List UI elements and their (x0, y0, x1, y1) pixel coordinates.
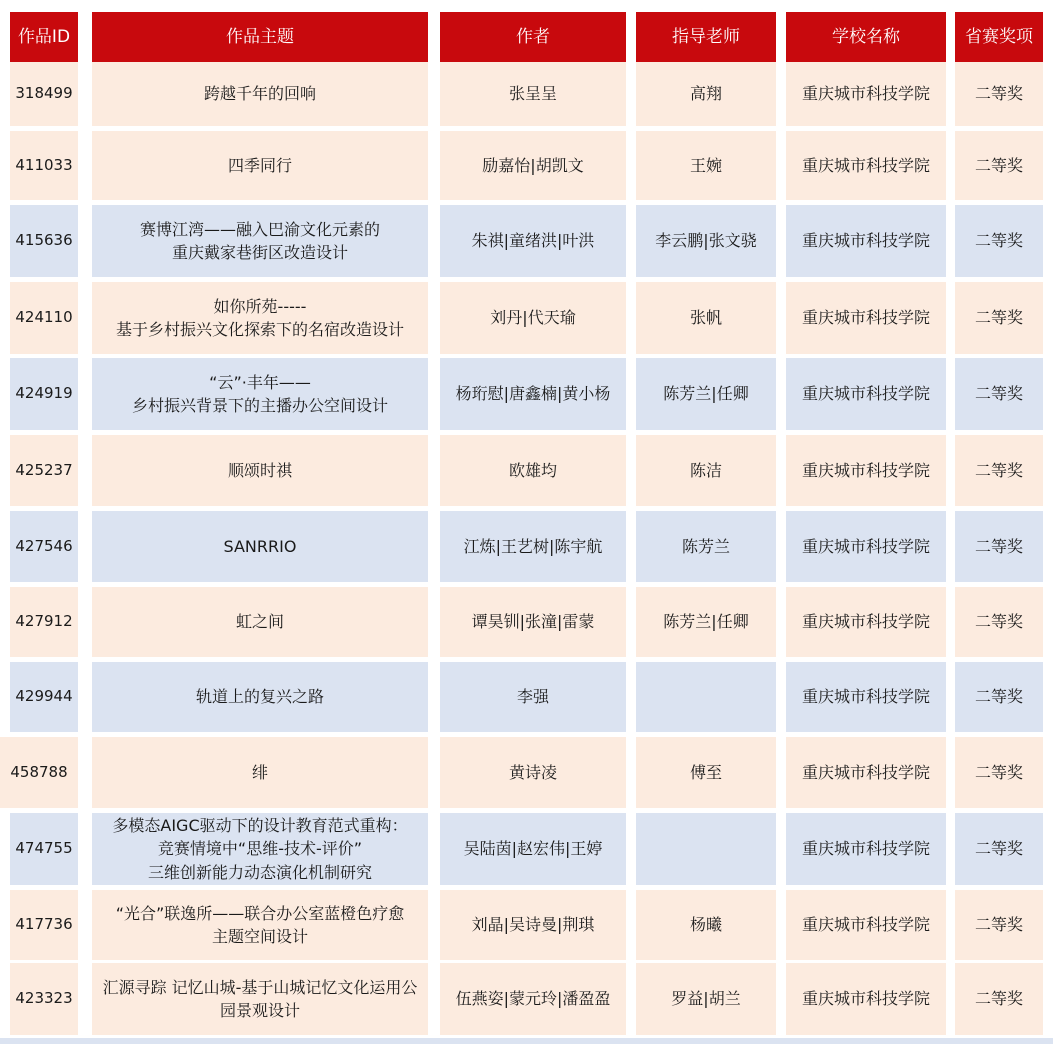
cell-school: 重庆城市科技学院 (786, 662, 946, 732)
cell-title: 多模态AIGC驱动下的设计教育范式重构： 竞赛情境中“思维-技术-评价” 三维创新能力动态演化机制研究 (92, 813, 428, 885)
next-row-edge (0, 1038, 1053, 1044)
cell-school: 重庆城市科技学院 (786, 62, 946, 126)
cell-advisor (636, 662, 776, 732)
cell-advisor (636, 813, 776, 885)
cell-advisor: 陈洁 (636, 435, 776, 506)
cell-school: 重庆城市科技学院 (786, 963, 946, 1035)
cell-authors: 谭昊钏|张潼|雷蒙 (440, 587, 626, 657)
cell-id: 411033 (10, 131, 78, 200)
cell-title: “光合”联逸所——联合办公室蓝橙色疗愈 主题空间设计 (92, 890, 428, 960)
cell-school: 重庆城市科技学院 (786, 205, 946, 277)
cell-school: 重庆城市科技学院 (786, 358, 946, 430)
cell-id: 417736 (10, 890, 78, 960)
cell-authors: 黄诗凌 (440, 737, 626, 808)
cell-school: 重庆城市科技学院 (786, 435, 946, 506)
header-title: 作品主题 (92, 12, 428, 62)
cell-advisor: 傅至 (636, 737, 776, 808)
cell-title: 如你所苑----- 基于乡村振兴文化探索下的名宿改造设计 (92, 282, 428, 354)
cell-school: 重庆城市科技学院 (786, 282, 946, 354)
cell-school: 重庆城市科技学院 (786, 890, 946, 960)
cell-id: 424110 (10, 282, 78, 354)
cell-id: 427912 (10, 587, 78, 657)
cell-award: 二等奖 (955, 511, 1043, 582)
cell-award: 二等奖 (955, 587, 1043, 657)
cell-school: 重庆城市科技学院 (786, 131, 946, 200)
cell-authors: 刘丹|代天瑜 (440, 282, 626, 354)
cell-award: 二等奖 (955, 282, 1043, 354)
cell-advisor: 陈芳兰 (636, 511, 776, 582)
cell-award: 二等奖 (955, 662, 1043, 732)
cell-advisor: 罗益|胡兰 (636, 963, 776, 1035)
cell-authors: 吴陆茵|赵宏伟|王婷 (440, 813, 626, 885)
cell-authors: 刘晶|吴诗曼|荆琪 (440, 890, 626, 960)
cell-title: 虹之间 (92, 587, 428, 657)
cell-id: 427546 (10, 511, 78, 582)
header-authors: 作者 (440, 12, 626, 62)
cell-title: 轨道上的复兴之路 (92, 662, 428, 732)
cell-advisor: 高翔 (636, 62, 776, 126)
cell-advisor: 王婉 (636, 131, 776, 200)
cell-school: 重庆城市科技学院 (786, 813, 946, 885)
cell-school: 重庆城市科技学院 (786, 587, 946, 657)
cell-authors: 伍燕姿|蒙元玲|潘盈盈 (440, 963, 626, 1035)
cell-title: 跨越千年的回响 (92, 62, 428, 126)
cell-school: 重庆城市科技学院 (786, 511, 946, 582)
cell-id: 318499 (10, 62, 78, 126)
cell-authors: 杨珩慰|唐鑫楠|黄小杨 (440, 358, 626, 430)
cell-id: 474755 (10, 813, 78, 885)
cell-id: 424919 (10, 358, 78, 430)
cell-advisor: 陈芳兰|任卿 (636, 358, 776, 430)
cell-award: 二等奖 (955, 813, 1043, 885)
cell-advisor: 陈芳兰|任卿 (636, 587, 776, 657)
cell-award: 二等奖 (955, 435, 1043, 506)
cell-id: 425237 (10, 435, 78, 506)
cell-id: 429944 (10, 662, 78, 732)
cell-title: SANRRIO (92, 511, 428, 582)
cell-authors: 欧雄均 (440, 435, 626, 506)
cell-award: 二等奖 (955, 358, 1043, 430)
cell-title: 赛博江湾——融入巴渝文化元素的 重庆戴家巷街区改造设计 (92, 205, 428, 277)
cell-authors: 李强 (440, 662, 626, 732)
cell-id: 458788 (0, 737, 78, 808)
cell-title: 汇源寻踪 记忆山城-基于山城记忆文化运用公 园景观设计 (92, 963, 428, 1035)
cell-award: 二等奖 (955, 737, 1043, 808)
cell-title: “云”·丰年—— 乡村振兴背景下的主播办公空间设计 (92, 358, 428, 430)
header-id: 作品ID (10, 12, 78, 62)
cell-award: 二等奖 (955, 890, 1043, 960)
cell-advisor: 张帆 (636, 282, 776, 354)
cell-award: 二等奖 (955, 205, 1043, 277)
cell-award: 二等奖 (955, 963, 1043, 1035)
cell-award: 二等奖 (955, 131, 1043, 200)
cell-authors: 江炼|王艺树|陈宇航 (440, 511, 626, 582)
cell-school: 重庆城市科技学院 (786, 737, 946, 808)
cell-award: 二等奖 (955, 62, 1043, 126)
header-award: 省赛奖项 (955, 12, 1043, 62)
header-school: 学校名称 (786, 12, 946, 62)
cell-id: 415636 (10, 205, 78, 277)
cell-authors: 张呈呈 (440, 62, 626, 126)
cell-authors: 朱祺|童绪洪|叶洪 (440, 205, 626, 277)
cell-advisor: 杨曦 (636, 890, 776, 960)
cell-id: 423323 (10, 963, 78, 1035)
header-advisor: 指导老师 (636, 12, 776, 62)
cell-title: 顺颂时祺 (92, 435, 428, 506)
cell-advisor: 李云鹏|张文骁 (636, 205, 776, 277)
cell-title: 四季同行 (92, 131, 428, 200)
cell-authors: 励嘉怡|胡凯文 (440, 131, 626, 200)
cell-title: 绯 (92, 737, 428, 808)
